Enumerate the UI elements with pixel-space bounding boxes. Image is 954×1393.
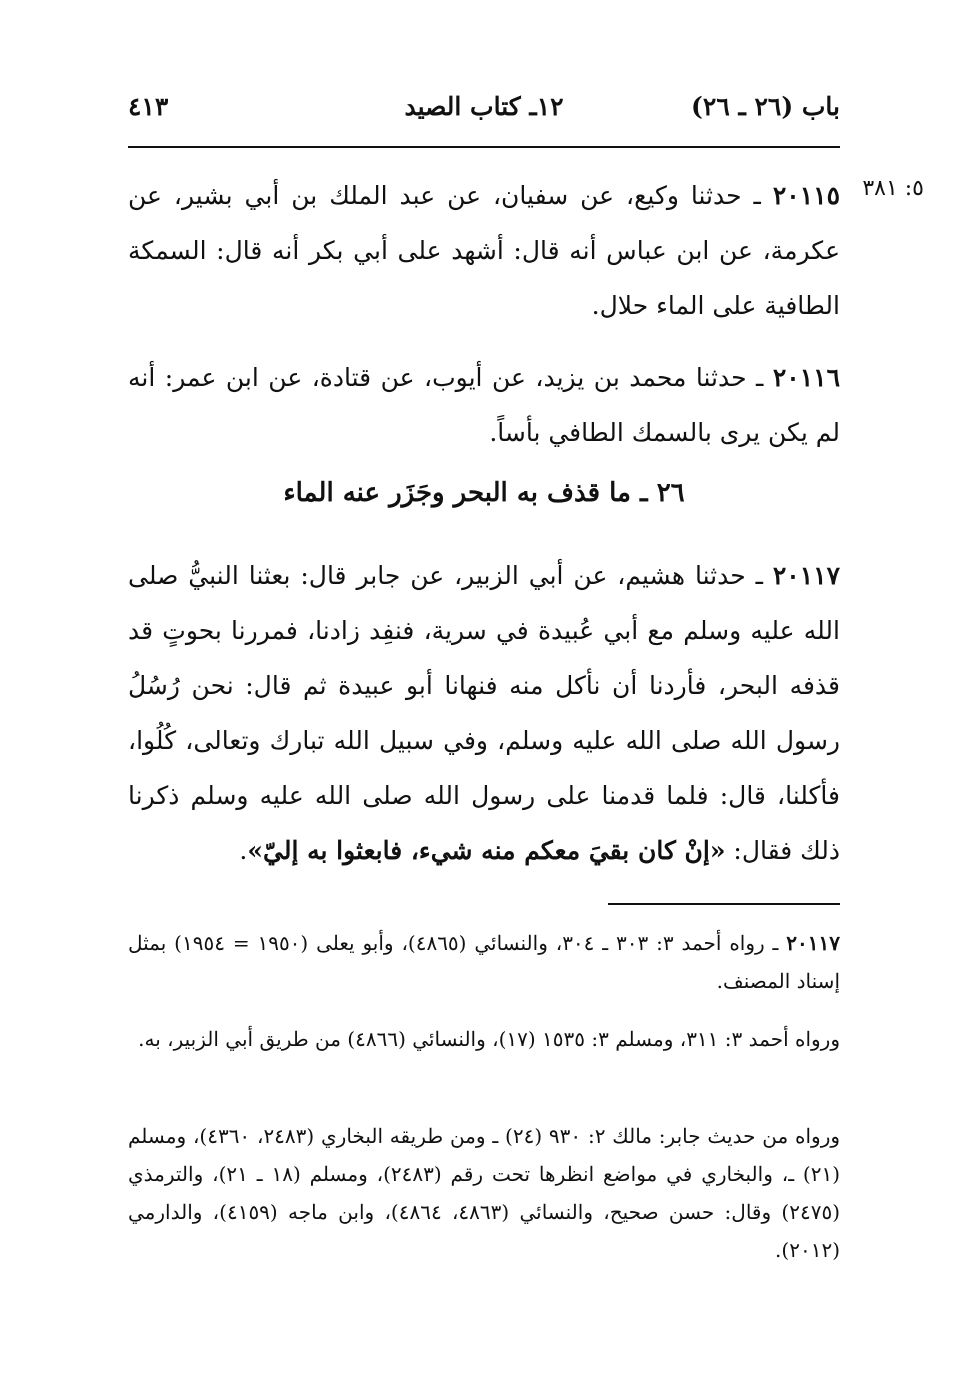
page-number: ٤١٣ (128, 92, 169, 121)
footnote-3 (128, 1117, 840, 1269)
footnote-number: ٢٠١١٧ (786, 931, 840, 955)
margin-reference: ٥: ٣٨١ (862, 176, 924, 201)
prophet-quote: «إنْ كان بقيَ معكم منه شيء، فابعثوا به إليّ» (247, 836, 726, 865)
paragraph-20115 (128, 168, 840, 333)
hadith-text: ـ حدثنا وكيع، عن سفيان، عن عبد الملك بن أبي بشير، عن عكرمة، عن ابن عباس أنه قال: أشهد على أبي بكر أنه قال: السمكة الطافية على الماء حلال. (128, 181, 840, 320)
section-heading: ٢٦ ـ ما قذف به البحر وجَزَر عنه الماء (283, 478, 685, 508)
hadith-number: ٢٠١١٧ (772, 561, 840, 590)
book-title: ١٢ـ كتاب الصيد (404, 92, 564, 121)
hadith-number: ٢٠١١٦ (772, 363, 840, 392)
footnote-text: ورواه من حديث جابر: مالك ٢: ٩٣٠ (٢٤) ـ ومن طريقه البخاري (٢٤٨٣، ٤٣٦٠)، ومسلم (٢١) ـ، والبخاري في مواضع انظرها تحت رقم (٢٤٨٣)، ومسلم (١٨ ـ ٢١)، والترمذي (٢٤٧٥) وقال: حسن صحيح، والنسائي (٤٨٦٣، ٤٨٦٤)، وابن ماجه (٤١٥٩)، والدارمي (٢٠١٢). (128, 1124, 841, 1262)
hadith-number: ٢٠١١٥ (772, 181, 840, 210)
page-header (128, 88, 840, 138)
hadith-ending: . (239, 836, 248, 865)
hadith-text: ـ حدثنا محمد بن يزيد، عن أيوب، عن قتادة، عن ابن عمر: أنه لم يكن يرى بالسمك الطافي بأساً. (128, 363, 840, 447)
header-divider (128, 146, 840, 148)
hadith-text: ـ حدثنا هشيم، عن أبي الزبير، عن جابر قال: بعثنا النبيُّ صلى الله عليه وسلم مع أبي عُبيدة في سرية، فنفِد زادنا، فمررنا بحوتٍ قد قذفه البحر، فأردنا أن نأكل منه فنهانا أبو عبيدة ثم قال: نحن رُسُلُ رسول الله صلى الله عليه وسلم، وفي سبيل الله تبارك وتعالى، كُلُوا، فأكلنا، قال: فلما قدمنا على رسول الله صلى الله عليه وسلم ذكرنا ذلك فقال: (128, 561, 840, 865)
footnote-divider (608, 903, 840, 905)
footnote-1 (128, 924, 840, 1000)
chapter-title: باب (٢٦ ـ ٢٦) (691, 92, 840, 121)
paragraph-20117 (128, 548, 840, 878)
footnote-text: ـ رواه أحمد ٣: ٣٠٣ ـ ٣٠٤، والنسائي (٤٨٦٥)، وأبو يعلى (١٩٥٠ = ١٩٥٤) بمثل إسناد المصنف. (128, 931, 840, 993)
footnote-2 (128, 1020, 840, 1058)
paragraph-20116 (128, 350, 840, 460)
footnote-text: ورواه أحمد ٣: ٣١١، ومسلم ٣: ١٥٣٥ (١٧)، والنسائي (٤٨٦٦) من طريق أبي الزبير، به. (138, 1027, 840, 1051)
